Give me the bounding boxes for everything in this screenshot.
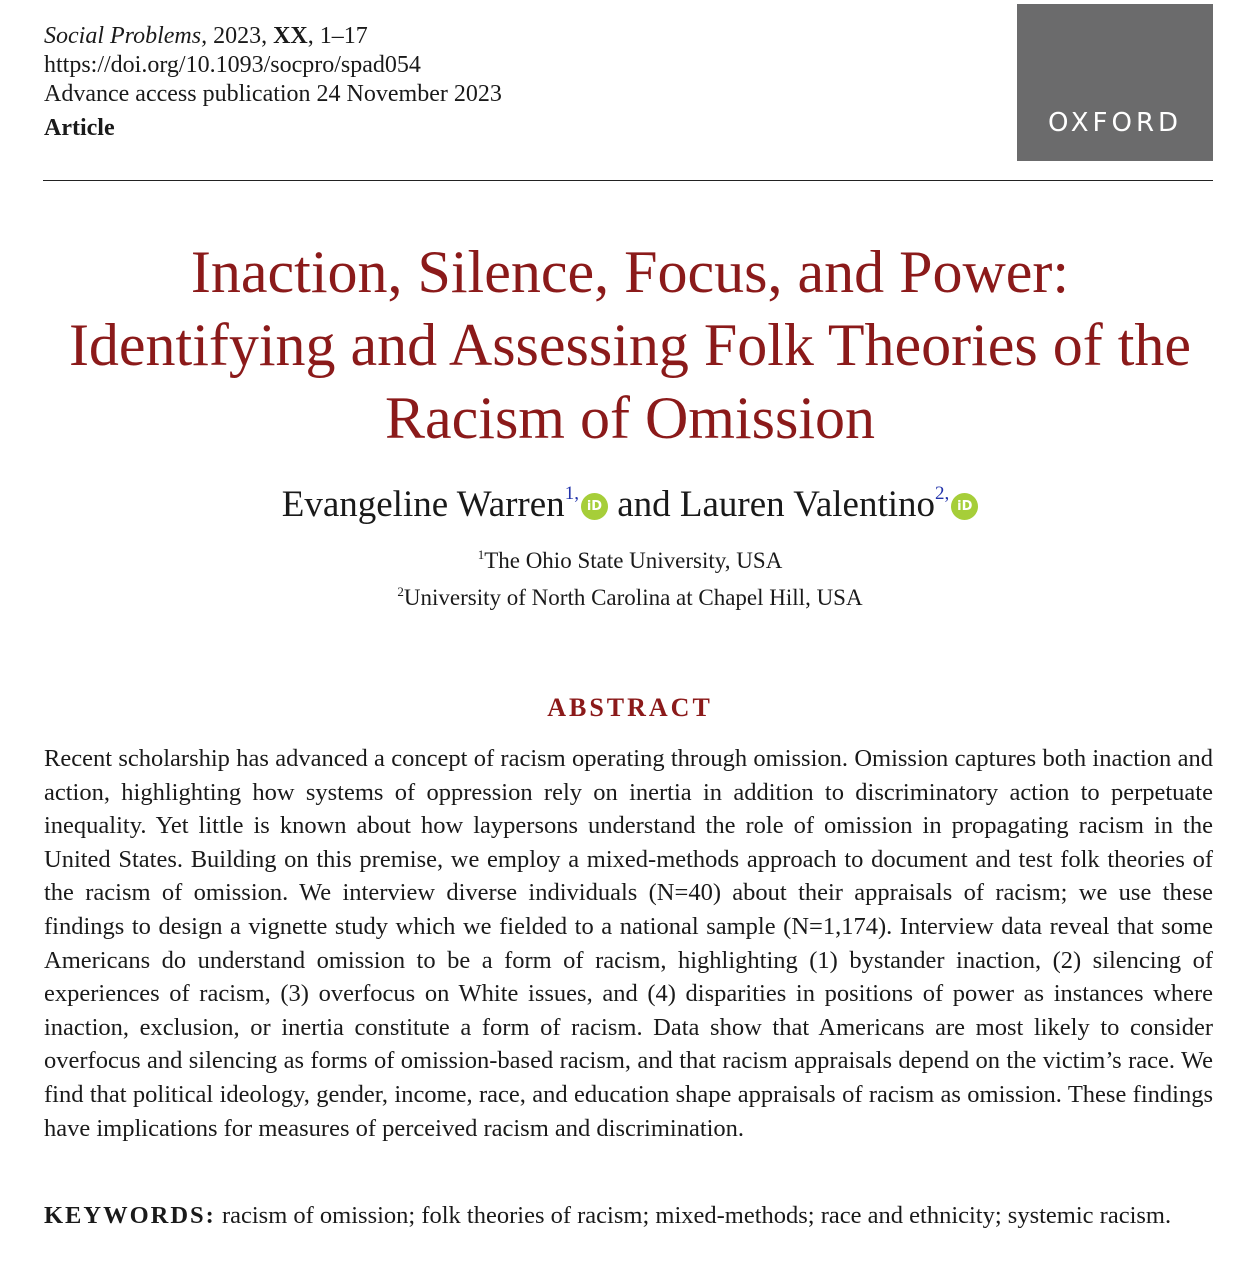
affiliation-2-text: University of North Carolina at Chapel Hill, USA [403,585,863,610]
publication-note: Advance access publication 24 November 2023 [44,81,502,107]
publisher-logo [1017,4,1213,161]
title-line-2: Identifying and Assessing Folk Theories of the [68,312,1192,378]
article-title [30,236,1230,455]
journal-volume: XX [273,23,308,49]
keywords-label: KEYWORDS: [44,1202,216,1229]
journal-pages: , 1–17 [307,23,368,49]
affiliation-1-marker: 1 [477,547,485,562]
affiliation-1-text: The Ohio State University, USA [484,548,783,573]
article-header-meta [44,22,502,143]
title-line-3: Racism of Omission [385,385,875,451]
orcid-icon[interactable]: iD [581,493,608,520]
keywords-section [44,1199,1213,1233]
title-line-1: Inaction, Silence, Focus, and Power: [190,239,1070,305]
author-name-1[interactable]: Evangeline Warren [281,484,565,525]
journal-name: Social Problems, [44,23,208,49]
author-list [0,472,1260,527]
affiliation-2 [0,576,1260,613]
author-1-affiliation-ref[interactable]: 1, [564,483,579,504]
author-2-affiliation-ref[interactable]: 2, [935,483,950,504]
doi-link[interactable]: https://doi.org/10.1093/socpro/spad054 [44,52,421,78]
journal-year: 2023, [207,23,274,49]
abstract-text: Recent scholarship has advanced a concept of racism operating through omission. Omission captures both inaction and action, highlighting how systems of oppression rely on inertia in addition to discriminatory action to perpetuate inequality. Yet little is known about how laypersons understand the role of omission in propagating racism in the United States. Building on this premise, we employ a mixed-methods approach to document and test folk theories of the racism of omission. We interview diverse individuals (N=40) about their appraisals of racism; we use these findings to design a vignette study which we fielded to a national sample (N=1,174). Interview data reveal that some Americans do understand omission to be a form of racism, highlighting (1) bystander inaction, (2) silencing of experiences of racism, (3) overfocus on White issues, and (4) disparities in positions of power as instances where inaction, exclusion, or inertia constitute a form of racism. Data show that Americans are most likely to consider overfocus and silencing as forms of omission-based racism, and that racism appraisals depend on the victim’s race. We find that political ideology, gender, income, race, and education shape appraisals of racism as omission. These findings have implications for measures of perceived racism and discrimination. [44,745,1213,1142]
affiliation-2-marker: 2 [397,584,404,599]
keywords-text: racism of omission; folk theories of racism; mixed-methods; race and ethnicity; systemic racism. [221,1202,1172,1229]
affiliations [0,539,1260,613]
affiliation-1 [0,539,1260,576]
author-name-2[interactable]: Lauren Valentino [679,484,936,525]
publisher-logo-text: OXFORD [1047,108,1183,138]
abstract-heading: ABSTRACT [547,693,713,722]
journal-citation [44,22,502,51]
author-conjunction: and [607,484,680,525]
header-divider [43,180,1213,181]
orcid-icon[interactable]: iD [951,493,978,520]
article-type: Article [44,115,115,141]
